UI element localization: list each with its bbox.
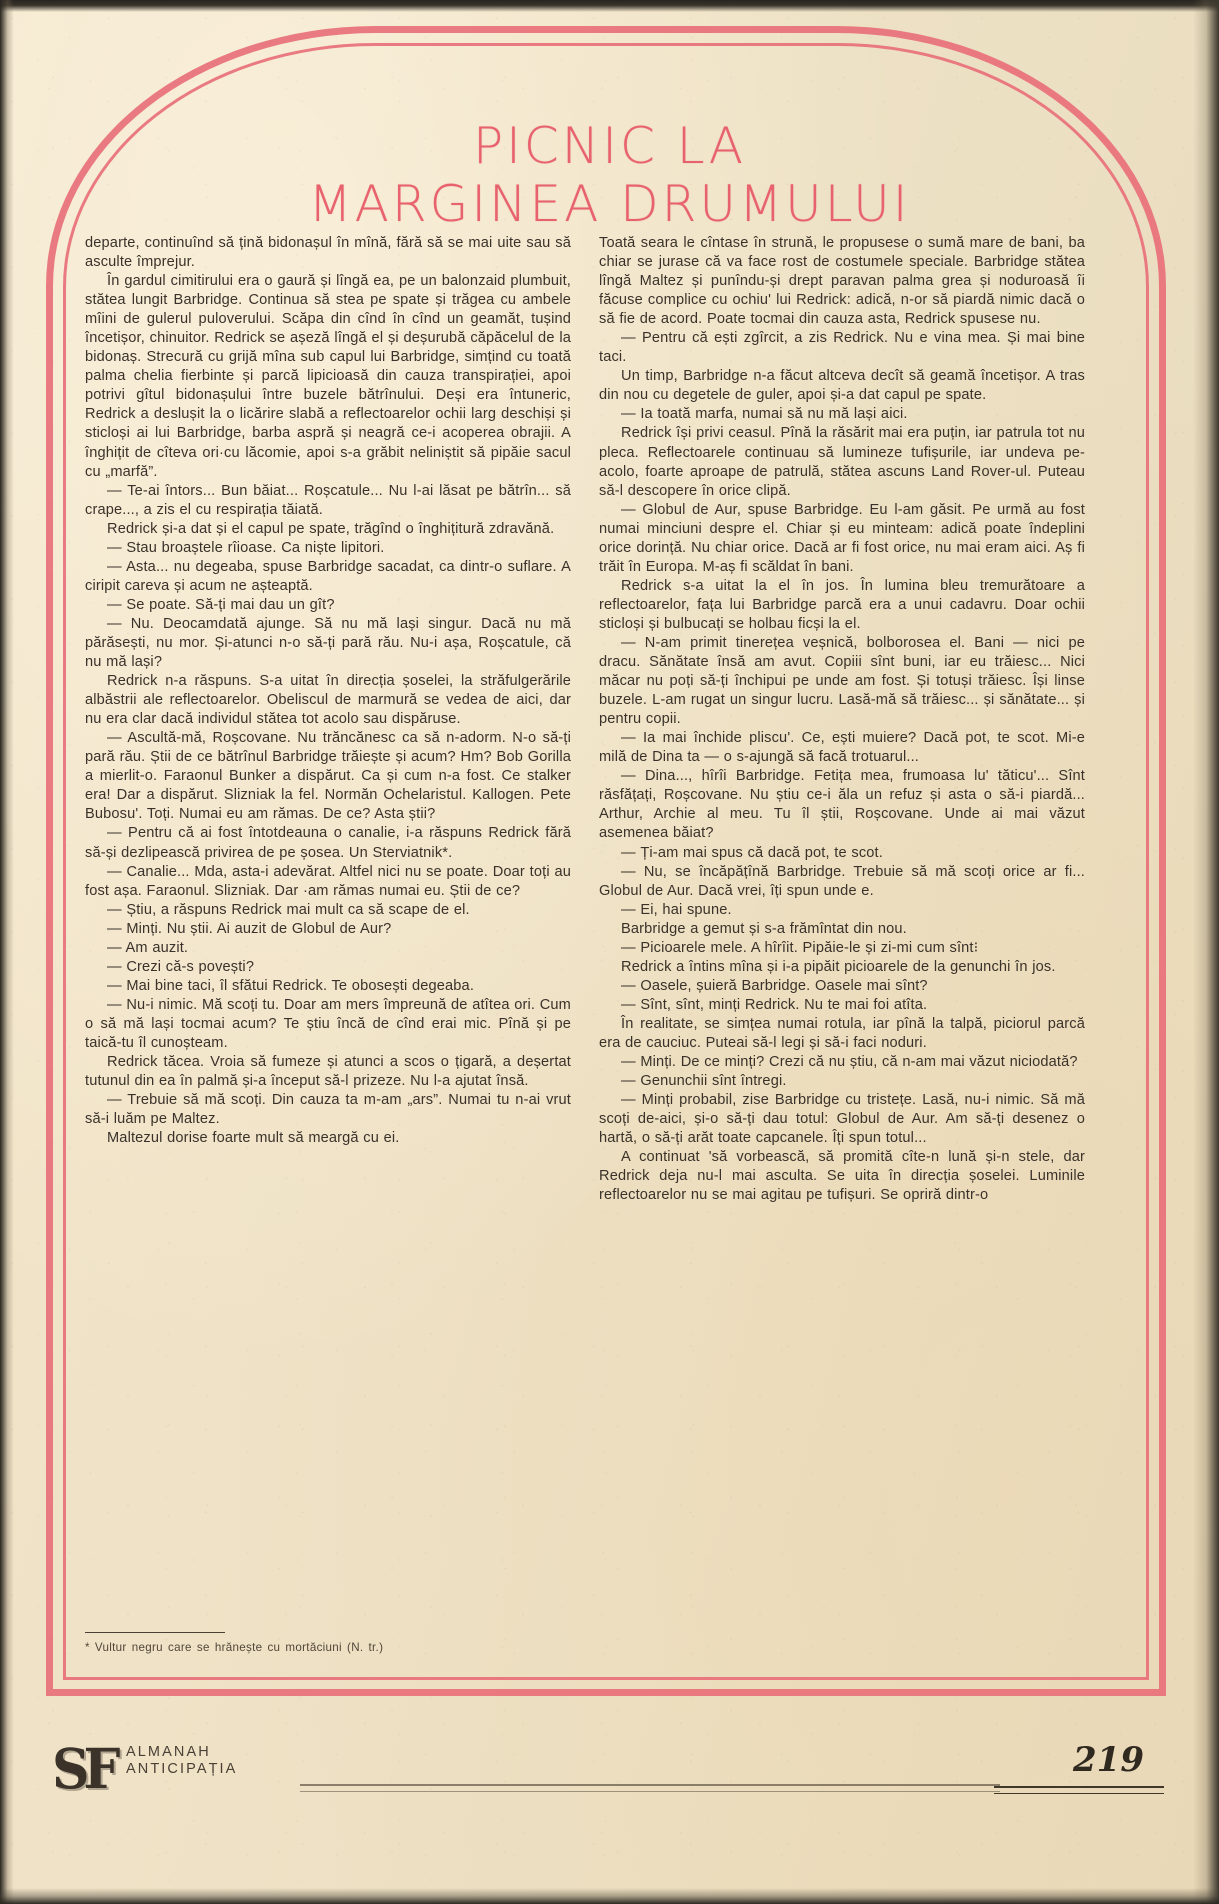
publication-name: [126, 1744, 237, 1778]
footer-rule-top: [300, 1784, 1000, 1786]
paragraph: — Sînt, sînt, minți Redrick. Nu te mai foi atîta.: [621, 996, 928, 1013]
paragraph: — Mai bine taci, îl sfătui Redrick. Te obosești degeaba.: [107, 977, 475, 994]
paragraph: — Pentru că ai fost întotdeauna o canalie, i-a răspuns Redrick fără să-și dezlipească privirea de pe șosea. Un Sterviatnik*.: [85, 825, 571, 861]
scan-edge-top: [0, 0, 1219, 12]
title-line-2: MARGINEA DRUMULUI: [308, 175, 911, 233]
paragraph: Redrick a întins mîna și i-a pipăit picioarele de la genunchi în jos.: [621, 958, 1056, 975]
paragraph: — Nu, se încăpățînă Barbridge. Trebuie să mă scoți orice ar fi... Globul de Aur. Dacă vrei, îți spun unde e.: [599, 863, 1085, 899]
paragraph: — Ascultă-mă, Roșcovane. Nu trăncănesc ca să n-adorm. N-o să-ți pară rău. Știi de ce bătrînul Barbridge trăiește și acum? Hm? Bob Gorilla a mierlit-o. Faraonul Bunker a dispărut. Ca și cum n-a fost. Ce stalker era! Dar a dispărut. Slizniak la fel. Normăn Ochelaristul. Kallogen. Pete Bubosu'. Toți. Numai eu am rămas. De ce? Asta știi?: [85, 730, 571, 823]
paragraph: — Canalie... Mda, asta-i adevărat. Altfel nici nu se poate. Doar toți au fost așa. Faraonul. Slizniak. Dar ·am rămas numai eu. Știi de ce?: [85, 863, 571, 899]
paragraph: — Am auzit.: [107, 939, 189, 956]
paragraph: — Stau broaștele rîioase. Ca niște lipitori.: [107, 539, 385, 556]
paragraph: În realitate, se simțea numai rotula, iar pînă la talpă, piciorul parcă era de cauciuc. Puteai să-l legi și să-i faci noduri.: [599, 1015, 1085, 1051]
paragraph: Redrick tăcea. Vroia să fumeze și atunci a scos o țigară, a deșertat tutunul din ea în palmă și-a început să-l prizeze. Nu l-a ajutat însă.: [85, 1054, 571, 1090]
paragraph: — Nu. Deocamdată ajunge. Să nu mă lași singur. Dacă nu mă părăsești, nu mor. Și-atunci n-o să-ți pară rău. Nu-i așa, Roșcatule, că nu mă lași?: [85, 615, 571, 671]
paragraph: — Globul de Aur, spuse Barbridge. Eu l-am găsit. Pe urmă au fost numai minciuni despre el. Chiar și eu minteam: adică poate îndeplini orice dorință. Nu chiar orice. Dacă ar fi fost orice, nu mai eram aici. Aș fi trăit în Europa. M-aș fi scăldat în bani.: [599, 501, 1085, 575]
paragraph: — Nu-i nimic. Mă scoți tu. Doar am mers împreună de atîtea ori. Cum o să mă lași tocmai acum? Te știu încă de cînd erai mic. Pînă și pe taică-tu îl cunoșteam.: [85, 996, 571, 1051]
paragraph: Redrick și-a dat și el capul pe spate, trăgînd o înghițitură zdravănă.: [107, 520, 555, 537]
footnote-block: [85, 1632, 571, 1655]
paragraph: — Te-ai întors... Bun băiat... Roșcatule... Nu l-ai lăsat pe bătrîn... să crape..., a zis el cu respirația tăiată.: [85, 482, 571, 518]
paragraph: — Se poate. Să-ți mai dau un gît?: [107, 596, 335, 613]
paragraph: Redrick s-a uitat la el în jos. În lumina bleu tremurătoare a reflectoarelor, fața lui Barbridge parcă era a unui cadavru. Doar ochii sticloși și bulbucați se holbau ficși la el.: [599, 577, 1085, 632]
paragraph: — Picioarele mele. A hîrîit. Pipăie-le și zi-mi cum sînt⁝: [621, 939, 979, 956]
paragraph: — Dina..., hîrîi Barbridge. Fetița mea, frumoasa lu' tăticu'... Sînt răsfățați, Roșcovane. Nu știu ce-i ăla un refuz și asta o să-i piardă... Arthur, Archie al meu. Tu îl știi, Roșcovane. Unde ai mai văzut asemenea băiat?: [599, 768, 1085, 842]
scan-edge-bottom: [0, 1888, 1219, 1904]
paragraph: — Ia toată marfa, numai să nu mă lași aici.: [621, 406, 908, 423]
paragraph: — Genunchii sînt întregi.: [621, 1073, 787, 1090]
publication-name-line-2: ANTICIPAȚIA: [126, 1761, 238, 1777]
right-text-column: [599, 234, 1085, 1205]
paragraph: — Ți-am mai spus că dacă pot, te scot.: [621, 844, 883, 861]
sf-logo-glyph: SF: [52, 1737, 115, 1802]
paragraph: Un timp, Barbridge n-a făcut altceva decît să geamă încetișor. A tras din nou cu degetele de guler, apoi și-a dat capul pe spate.: [599, 368, 1085, 404]
left-text-column: [85, 234, 571, 1205]
paragraph: — Crezi că-s povești?: [107, 958, 255, 975]
footer-rules: [300, 1784, 1000, 1792]
publication-name-line-1: ALMANAH: [126, 1744, 211, 1760]
paragraph: Redrick își privi ceasul. Pînă la răsărit mai era puțin, iar patrula tot nu pleca. Reflectoarele continuau să lumineze tufișurile, iar undeva pe-acolo, foarte aproape de patrulă, stătea ascuns Land Rover-ul. Puteau să-l descopere în orice clipă.: [599, 425, 1085, 499]
paragraph: departe, continuînd să țină bidonașul în mînă, fără să se mai uite sau să asculte împrejur.: [85, 235, 571, 271]
paragraph: În gardul cimitirului era o gaură și lîngă ea, pe un balonzaid plumbuit, stătea lungit Barbridge. Continua să stea pe spate și trăgea cu ambele mîini de gulerul puloverului. Scăpa din cînd în cînd un geamăt, tușind încetișor, chinuitor. Redrick se așeză lîngă el și deșurubă căpăcelul de la bidonaș. Strecură cu grijă mîna sub capul lui Barbridge, simțind cu toată palma chelia fierbinte și parcă lipicioasă din cauza transpirației, apoi potrivi gîtul bidonașului între buzele bătrînului. Deși era întuneric, Redrick a deslușit la o licărire slabă a reflectoarelor ochii larg deschiși și sticloși ai lui Barbridge, barba aspră și neagră ce-i acoperea obrajii. A înghițit de cîteva ori·cu lăcomie, apoi s-a grăbit neliniștit să pipăie sacul cu „marfă”.: [85, 273, 571, 480]
paragraph: — Ei, hai spune.: [621, 901, 732, 918]
page-number-rules: [994, 1786, 1164, 1794]
paragraph: — Trebuie să mă scoți. Din cauza ta m-am „ars”. Numai tu n-ai vrut să-i luăm pe Maltez.: [85, 1092, 571, 1128]
paragraph: — Ia mai închide pliscu'. Ce, ești muiere? Dacă pot, te scot. Mi-e milă de Dina ta — o s-ajungă să facă trotuarul...: [599, 730, 1085, 766]
footnote-rule: [85, 1632, 225, 1633]
paragraph: Toată seara le cîntase în strună, le propusese o sumă mare de bani, ba chiar se jurase că va face rost de costumele speciale. Barbridge stătea lîngă Maltez și punîndu-și drept paravan palma grea și noduroasă îi făcuse complice cu ochiu' lui Redrick: adică, n-or să piardă nimic dacă o să fie de acord. Poate tocmai din cauza asta, Redrick spusese nu.: [599, 235, 1085, 328]
title-line-1: PICNIC LA: [473, 117, 746, 175]
page-number: 219: [1073, 1740, 1144, 1780]
paragraph: — Asta... nu degeaba, spuse Barbridge sacadat, ca dintr-o suflare. A ciripit careva și acum ne așteaptă.: [85, 558, 571, 594]
footer-rule-bottom: [300, 1791, 1000, 1792]
paragraph: — Oasele, șuieră Barbridge. Oasele mai sînt?: [621, 977, 928, 994]
paragraph: — Știu, a răspuns Redrick mai mult ca să scape de el.: [107, 901, 470, 918]
page-title: [0, 118, 1219, 232]
page-number-rule-bottom: [994, 1793, 1164, 1794]
paragraph: Redrick n-a răspuns. S-a uitat în direcția șoselei, la străfulgerările albăstrii ale reflectoarelor. Obeliscul de marmură se vedea de aici, dar nu era clar dacă individul stătea tot acolo sau dispăruse.: [85, 673, 571, 728]
scan-edge-left: [0, 0, 14, 1904]
paragraph: — Pentru că ești zgîrcit, a zis Redrick. Nu e vina mea. Și mai bine taci.: [599, 330, 1085, 366]
paragraph: Barbridge a gemut și s-a frămîntat din nou.: [621, 920, 907, 937]
paragraph: A continuat 'să vorbească, să promită cîte-n lună și-n stele, dar Redrick deja nu-l mai asculta. Se uita în direcția șoselei. Luminile reflectoarelor nu se mai agitau pe tufișuri. Se opriră dintr-o: [599, 1149, 1085, 1204]
scan-edge-right: [1193, 0, 1219, 1904]
paragraph: — Minți probabil, zise Barbridge cu tristețe. Lasă, nu-i nimic. Să mă scoți de-aici, și-o să-ți dau totul: Globul de Aur. Am să-ți desenez o hartă, o să-ți arăt toate capcanele. Îți spun totul...: [599, 1092, 1085, 1147]
footnote-text: * Vultur negru care se hrănește cu mortăciuni (N. tr.): [85, 1641, 384, 1654]
page-footer: [52, 1737, 1172, 1820]
paragraph: — Minți. Nu știi. Ai auzit de Globul de Aur?: [107, 920, 392, 937]
paragraph: — N-am primit tinerețea veșnică, bolborosea el. Bani — nici pe dracu. Sănătate însă am avut. Copiii sînt buni, iar eu trăiesc... Nici măcar nu poți să-ți închipui pe unde am fost. Și totuși trăiesc. Își linse buzele. L-am rugat un singur lucru. Lasă-mă să trăiesc... și sănătate... și pentru copii.: [599, 634, 1085, 728]
paragraph: Maltezul dorise foarte mult să meargă cu ei.: [107, 1130, 400, 1147]
body-columns: [85, 234, 1085, 1205]
paragraph: — Minți. De ce minți? Crezi că nu știu, că n-am mai văzut niciodată?: [621, 1054, 1078, 1071]
sf-logo-icon: [52, 1737, 115, 1802]
page-number-rule-top: [994, 1786, 1164, 1788]
